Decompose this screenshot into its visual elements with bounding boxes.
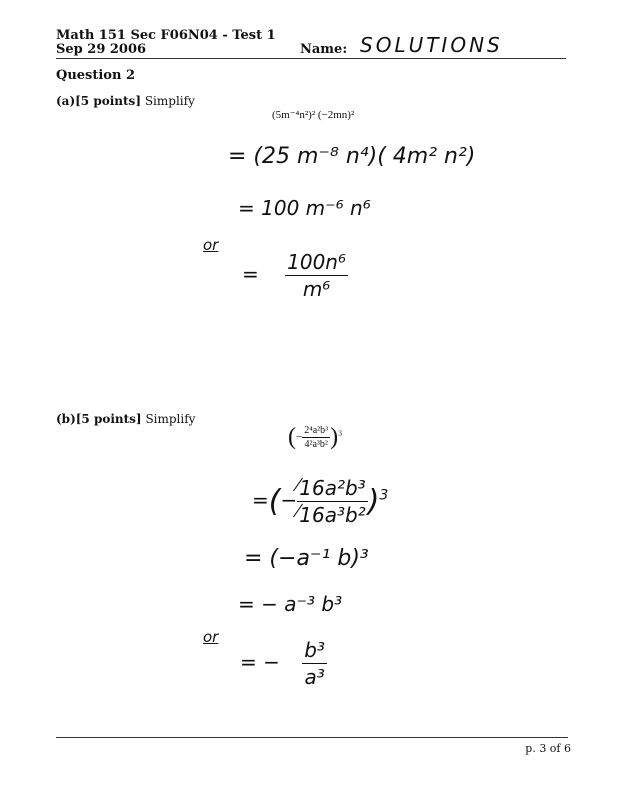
part-b-step-1-fraction [297,476,367,527]
part-b-step-4-numerator: b³ [304,638,325,662]
part-b-heading [56,412,195,426]
part-b-step-2: = (−a⁻¹ b)³ [244,546,369,571]
part-a-instruction: Simplify [144,94,195,108]
test-date: Sep 29 2006 [56,42,147,57]
header-rule [56,58,566,59]
name-value: SOLUTIONS [360,33,503,57]
course-title: Math 151 Sec F06N04 - Test 1 [56,28,276,43]
part-a-step-2: = 100 m⁻⁶ n⁶ [238,196,371,220]
part-b-step-4-fraction [302,638,327,689]
part-b-step-4-prefix: = − [240,650,280,674]
part-a-step-1: = (25 m⁻⁸ n⁴)( 4m² n²) [228,144,476,169]
part-a-step-3-equals: = [242,262,259,286]
part-a-printed-expression: (5m⁻⁴n²)² (−2mn)² [272,109,355,121]
part-a-step-3-fraction [285,250,348,301]
part-b-step-1-denominator: 16a³b² [299,503,366,527]
part-b-printed-numerator: 2⁴a²b³ [304,425,329,436]
part-b-printed-sign: − [296,431,303,444]
part-b-step-4-denominator: a³ [304,665,325,689]
name-label: Name: [300,42,348,57]
part-b-step-1-equals: = [252,488,269,512]
part-b-step-1-exponent: 3 [379,487,389,504]
part-b-instruction: Simplify [145,412,196,426]
part-a-step-3-denominator: m⁶ [302,277,331,301]
part-a-or: or [203,236,219,254]
part-b-step-3: = − a⁻³ b³ [238,592,343,616]
part-b-step-1-numerator: 16a²b³ [299,476,366,500]
part-b-or: or [203,628,219,646]
part-a-step-3 [242,250,348,301]
part-b-label: (b)[5 points] [56,412,142,426]
part-b-printed-fraction [302,425,330,450]
part-b-printed-exponent: 3 [338,428,342,438]
part-a-label: (a)[5 points] [56,94,141,108]
question-title: Question 2 [56,68,136,83]
page-number: p. 3 of 6 [525,742,571,755]
part-a-heading [56,94,195,108]
part-b-printed-expression: (− $\frac{\text{2⁴a²b³}}{\text{4²a³b²}}$ )$^3$ [288,424,342,450]
part-b-printed-denominator: 4²a³b² [304,439,328,450]
part-b-step-4 [240,638,327,689]
part-a-step-3-numerator: 100n⁶ [287,250,346,274]
footer-rule [56,737,568,738]
part-b-step-1: =(− $\frac{\text{16a²b³}}{\text{16a³b²}}$ )$^3$ [252,476,389,527]
